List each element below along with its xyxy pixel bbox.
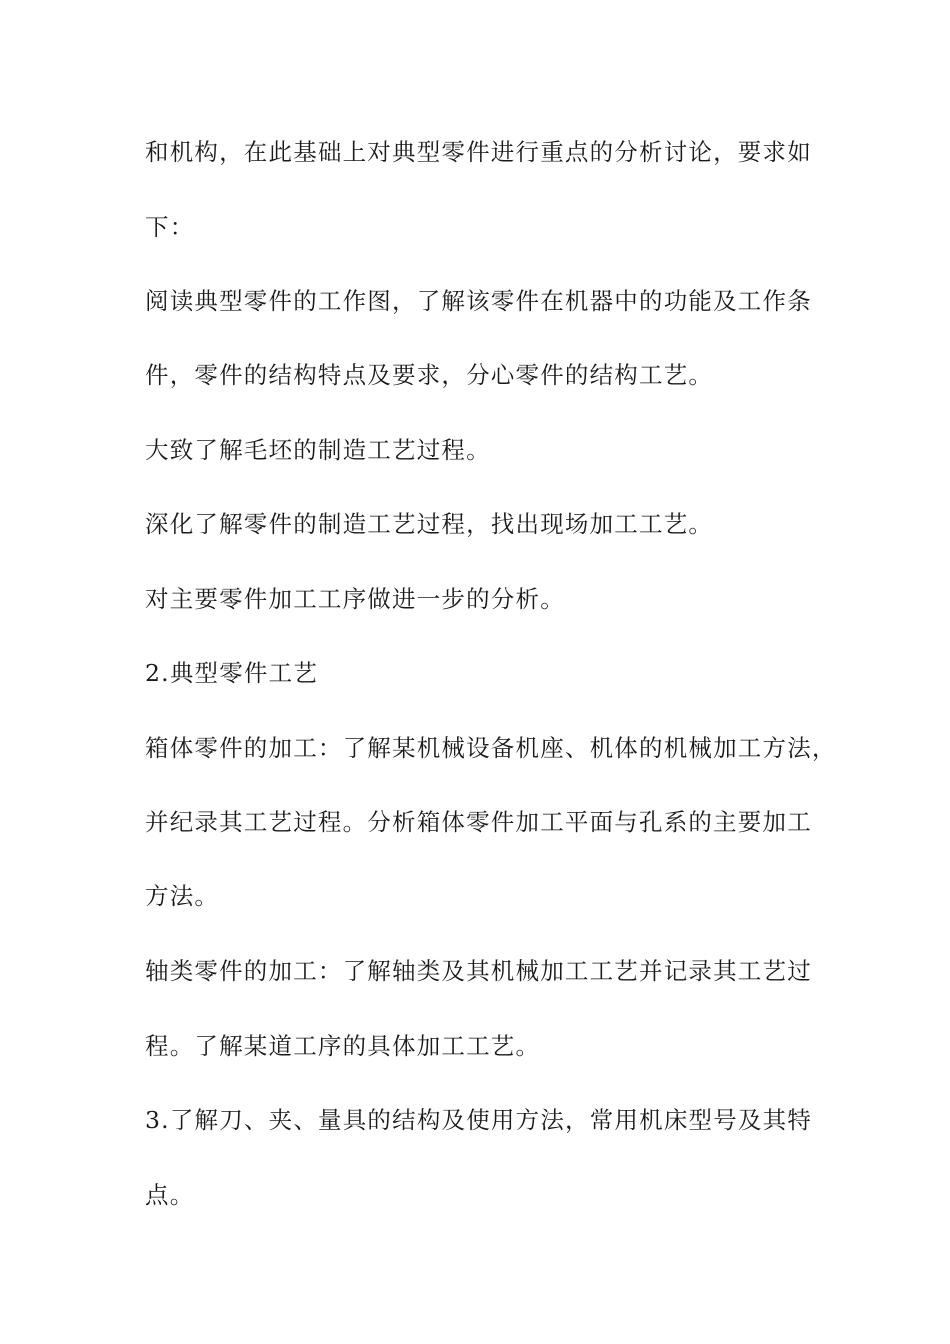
text-line: 对主要零件加工工序做进一步的分析。 [145, 585, 565, 613]
text-line: 阅读典型零件的工作图，了解该零件在机器中的功能及工作条 [145, 287, 812, 315]
text-line: 程。了解某道工序的具体加工工艺。 [145, 1032, 541, 1060]
text-line: 并纪录其工艺过程。分析箱体零件加工平面与孔系的主要加工 [145, 808, 812, 836]
text-line: 方法。 [145, 882, 220, 910]
text-line: 和机构，在此基础上对典型零件进行重点的分析讨论，要求如 [145, 138, 812, 166]
text-line: 下： [145, 213, 195, 241]
section-heading: 3.了解刀、夹、量具的结构及使用方法，常用机床型号及其特 [145, 1106, 813, 1134]
text-line: 轴类零件的加工：了解轴类及其机械加工工艺并记录其工艺过 [145, 957, 812, 985]
text-line: 深化了解零件的制造工艺过程，找出现场加工工艺。 [145, 510, 714, 538]
section-heading: 2.典型零件工艺 [145, 659, 319, 687]
text-line: 大致了解毛坯的制造工艺过程。 [145, 436, 491, 464]
text-line: 点。 [145, 1181, 195, 1209]
text-line: 箱体零件的加工：了解某机械设备机座、机体的机械加工方法， [145, 734, 837, 762]
text-line: 件，零件的结构特点及要求，分心零件的结构工艺。 [145, 361, 714, 389]
